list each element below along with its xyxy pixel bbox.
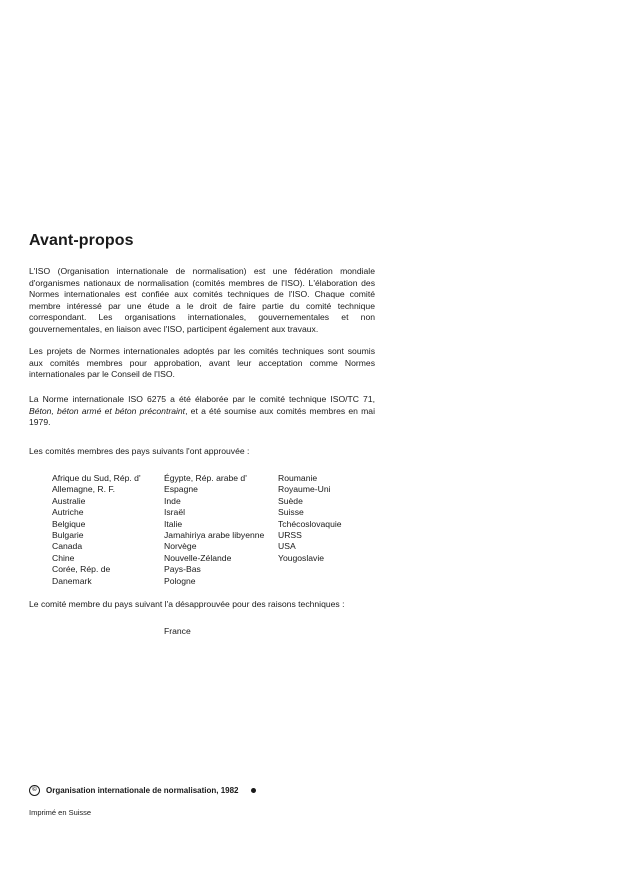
country-item: Suède — [278, 495, 303, 506]
countries-column-1 — [52, 473, 141, 587]
country-item: USA — [278, 541, 296, 552]
country-item: Canada — [52, 541, 83, 552]
country-item: Espagne — [164, 484, 198, 495]
copyright-icon: © — [29, 785, 40, 796]
country-item: Pologne — [164, 575, 196, 586]
country-item: Jamahiriya arabe libyenne — [164, 530, 265, 541]
countries-column-3 — [278, 473, 342, 564]
disapproving-country: France — [164, 626, 191, 636]
countries-column-2 — [164, 473, 264, 587]
copyright-line — [29, 785, 256, 796]
country-item: Yougoslavie — [278, 552, 325, 563]
country-item: Bulgarie — [52, 530, 84, 541]
country-item: Pays-Bas — [164, 564, 201, 575]
copyright-text: Organisation internationale de normalisation, 1982 — [46, 786, 239, 795]
country-item: Inde — [164, 495, 181, 506]
country-item: Australie — [52, 495, 86, 506]
country-item: Danemark — [52, 575, 92, 586]
approval-intro: Les comités membres des pays suivants l'ont approuvée : — [29, 446, 250, 456]
country-item: Chine — [52, 552, 75, 563]
intro-paragraph: L'ISO (Organisation internationale de normalisation) est une fédération mondiale d'organismes nationaux de normalisation (comités membres de l'ISO). L'élaboration des Normes internationales est confiée aux comités techniques de l'ISO. Chaque comité membre intéressé par une étude a le droit de faire partie du comité technique correspondant. Les organisations internationales, gouvernementales et non gouvernementales, en liaison avec l'ISO, participent également aux travaux. — [29, 266, 375, 334]
country-item: URSS — [278, 530, 302, 541]
country-item: Tchécoslovaquie — [278, 518, 342, 529]
country-item: Israël — [164, 507, 186, 518]
country-item: Nouvelle-Zélande — [164, 552, 232, 563]
country-item: Roumanie — [278, 473, 318, 483]
country-item: Afrique du Sud, Rép. d' — [52, 473, 141, 483]
bullet-icon — [251, 788, 256, 793]
norm-text-after: , et a été soumise aux comités membres en mai 1979. — [29, 405, 375, 428]
country-item: Norvège — [164, 541, 197, 552]
norm-paragraph — [29, 394, 375, 429]
country-item: Suisse — [278, 507, 304, 518]
disapproval-intro: Le comité membre du pays suivant l'a désapprouvée pour des raisons techniques : — [29, 599, 345, 609]
committee-title: Béton, béton armé et béton précontraint — [29, 405, 186, 416]
country-item: Belgique — [52, 518, 86, 529]
country-item: Corée, Rép. de — [52, 564, 111, 575]
norm-text-before: La Norme internationale ISO 6275 a été élaborée par le comité technique ISO/TC 71, — [29, 394, 375, 404]
page-title: Avant-propos — [29, 232, 134, 249]
country-item: Allemagne, R. F. — [52, 484, 116, 495]
country-item: Autriche — [52, 507, 84, 518]
country-item: Royaume-Uni — [278, 484, 331, 495]
country-item: Italie — [164, 518, 183, 529]
country-item: Égypte, Rép. arabe d' — [164, 473, 247, 483]
printed-in: Imprimé en Suisse — [29, 808, 92, 817]
approval-process-paragraph: Les projets de Normes internationales adoptés par les comités techniques sont soumis aux comités membres pour approbation, avant leur acceptation comme Normes internationales par le Conseil de l'ISO. — [29, 346, 375, 380]
